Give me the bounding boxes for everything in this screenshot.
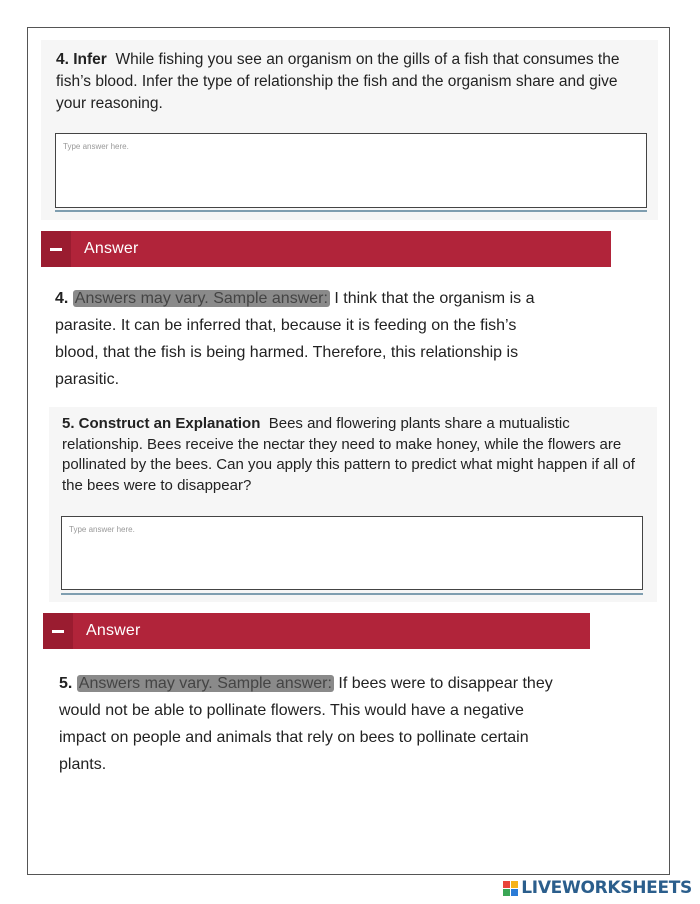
answer-4-toggle[interactable] [41,231,611,267]
answer-5-toggle[interactable] [43,613,590,649]
logo-square-blue [511,889,518,896]
answer-5-text [59,670,559,778]
liveworksheets-brand-name: LIVEWORKSHEETS [521,878,692,898]
liveworksheets-logo [503,878,692,898]
question-5-placeholder: Type answer here. [69,525,135,534]
logo-square-red [503,881,510,888]
logo-square-yellow [511,881,518,888]
question-4-prompt: While fishing you see an organism on the gills of a fish that consumes the fish’s blood. Infer the type of relationship the fish and the organism share and give your reasoning. [56,51,620,112]
answer-5-label: Answer [86,622,141,639]
question-4-text [56,49,646,115]
question-5-text [62,414,637,496]
answer-5-number: 5. [59,675,73,692]
question-5-prompt: Bees and flowering plants share a mutualistic relationship. Bees receive the nectar they need to make honey, while the flowers are pollinated by the bees. Can you apply this pattern to predict what might happen if all of the bees were to disappear? [62,415,635,494]
answer-4-number: 4. [55,290,69,307]
answer-5-body: If bees were to disappear they would not be able to pollinate flowers. This would have a negative impact on people and animals that rely on bees to pollinate certain plants. [59,675,553,773]
question-5-number: 5. Construct an Explanation [62,415,261,432]
question-5-underline [61,593,643,595]
answer-4-scribble: Answers may vary. Sample answer: [74,290,328,307]
answer-4-label: Answer [84,240,139,257]
question-4-underline [55,210,647,212]
question-4-number: 4. Infer [56,51,107,68]
question-5-answer-input[interactable] [61,516,643,590]
question-4-answer-input[interactable] [55,133,647,208]
logo-square-green [503,889,510,896]
minus-icon [43,613,73,649]
question-4-placeholder: Type answer here. [63,142,129,151]
answer-5-scribble: Answers may vary. Sample answer: [78,675,332,692]
answer-4-body: I think that the organism is a parasite. It can be inferred that, because it is feeding on the fish’s blood, that the fish is being harmed. Therefore, this relationship is parasitic. [55,290,535,388]
minus-icon [41,231,71,267]
answer-4-text [55,285,545,393]
liveworksheets-logo-icon [503,881,518,896]
